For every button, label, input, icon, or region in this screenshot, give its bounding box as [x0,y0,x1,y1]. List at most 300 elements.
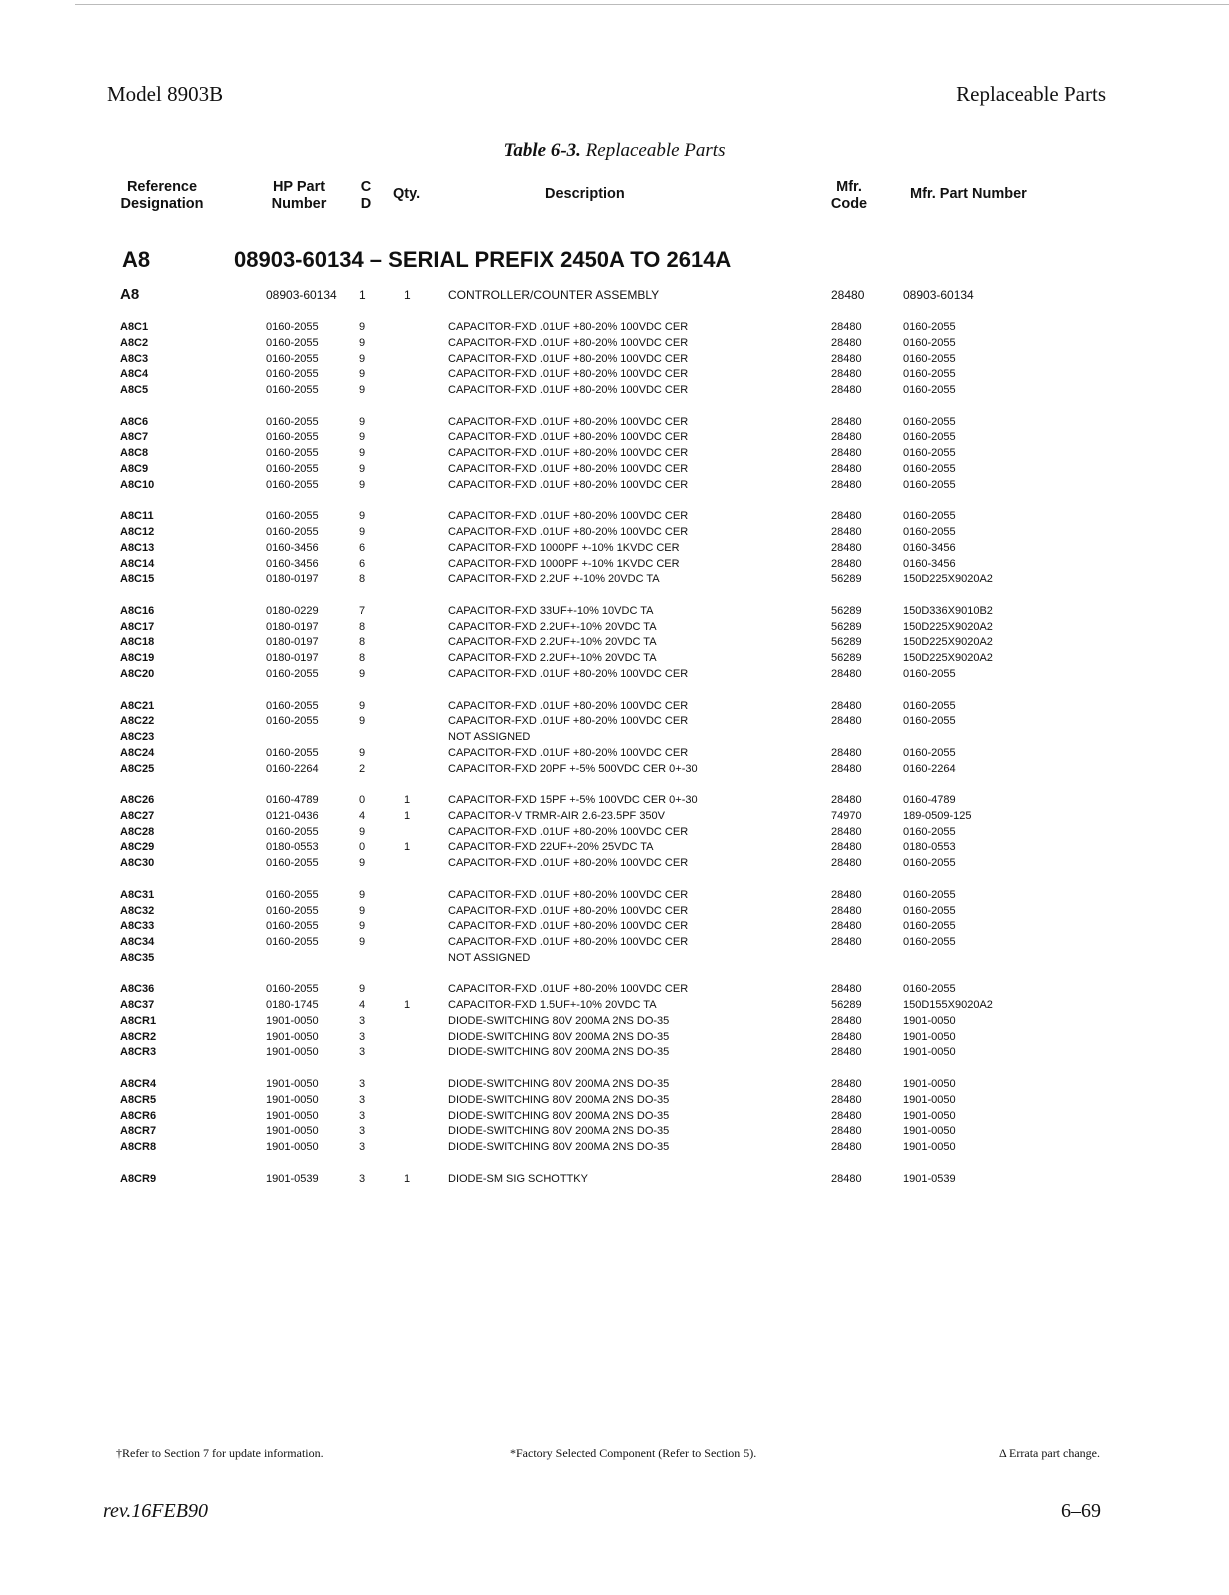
check-digit-cell: 9 [359,526,366,538]
hp-part-number-cell: 1901-0050 [266,1141,319,1153]
table-row [0,556,1229,572]
table-row [0,1108,1229,1124]
check-digit-cell: 6 [359,541,366,554]
table-row [0,366,1229,382]
mfr-part-number-cell: 150D155X9020A2 [903,999,993,1012]
quantity-cell: 1 [404,1172,411,1185]
check-digit-cell: 6 [359,557,366,570]
reference-designation-cell: A8C1 [120,321,149,333]
check-digit-cell: 9 [359,715,366,728]
mfr-part-number-cell: 0160-2055 [903,321,956,333]
mfr-code-cell: 28480 [831,841,862,854]
hp-part-number-cell: 08903-60134 [266,288,337,302]
column-header-reference-line1: Reference [126,179,198,195]
check-digit-cell: 9 [359,746,366,759]
mfr-code-cell: 56289 [831,652,862,665]
hp-part-number-cell: 0180-0197 [266,652,319,665]
quantity-cell: 1 [404,794,411,807]
reference-designation-cell: A8CR1 [120,1014,157,1027]
description-cell: CAPACITOR-FXD .01UF +80-20% 100VDC CER [448,667,689,680]
description-cell: CAPACITOR-FXD .01UF +80-20% 100VDC CER [448,904,689,917]
table-row [0,997,1229,1013]
table-row [0,824,1229,840]
mfr-part-number-cell: 150D225X9020A2 [903,573,993,586]
column-header-mfr-code-line1: Mfr. [836,179,862,195]
reference-designation-cell: A8CR4 [120,1078,157,1090]
reference-designation-cell: A8C37 [120,999,155,1012]
description-cell: NOT ASSIGNED [448,951,531,964]
reference-designation-cell: A8C16 [120,604,155,617]
table-row [0,1076,1229,1092]
description-cell: CAPACITOR-FXD 2.2UF+-10% 20VDC TA [448,652,657,665]
reference-designation-cell: A8C21 [120,699,155,712]
hp-part-number-cell: 0180-1745 [266,999,319,1012]
check-digit-cell: 9 [359,368,366,381]
description-cell: NOT ASSIGNED [448,731,531,743]
mfr-part-number-cell: 0160-2055 [903,368,956,381]
table-row [0,745,1229,761]
hp-part-number-cell: 0121-0436 [266,809,319,822]
table-title-number: Table 6-3. [503,140,581,161]
reference-designation-cell: A8 [120,286,140,303]
table-row [0,319,1229,335]
column-header-qty: Qty. [393,186,421,202]
check-digit-cell: 9 [359,904,366,917]
mfr-part-number-cell: 0160-2055 [903,384,956,397]
reference-designation-cell: A8C10 [120,478,155,491]
mfr-code-cell: 28480 [831,352,862,365]
mfr-part-number-cell: 0160-2055 [903,526,956,538]
hp-part-number-cell: 0160-2055 [266,746,319,759]
mfr-code-cell: 28480 [831,557,862,570]
reference-designation-cell: A8C19 [120,652,155,665]
hp-part-number-cell: 1901-0050 [266,1046,319,1059]
table-row [0,650,1229,666]
description-cell: CAPACITOR-FXD .01UF +80-20% 100VDC CER [448,983,689,996]
description-cell: CAPACITOR-FXD .01UF +80-20% 100VDC CER [448,825,689,838]
mfr-code-cell: 28480 [831,983,862,996]
quantity-cell: 1 [404,999,411,1012]
check-digit-cell: 9 [359,321,366,333]
quantity-cell: 1 [404,288,411,302]
reference-designation-cell: A8CR6 [120,1109,157,1122]
check-digit-cell: 9 [359,510,366,523]
mfr-part-number-cell: 0160-2264 [903,762,956,775]
reference-designation-cell: A8C2 [120,336,149,349]
hp-part-number-cell: 0160-2055 [266,857,319,870]
reference-designation-cell: A8CR5 [120,1093,157,1106]
mfr-code-cell: 28480 [831,1093,862,1106]
hp-part-number-cell: 1901-0050 [266,1093,319,1106]
check-digit-cell: 3 [359,1078,366,1090]
reference-designation-cell: A8CR3 [120,1046,157,1059]
reference-designation-cell: A8C35 [120,951,155,964]
mfr-part-number-cell: 1901-0050 [903,1093,956,1106]
mfr-part-number-cell: 0160-2055 [903,431,956,444]
mfr-part-number-cell: 150D225X9020A2 [903,652,993,665]
check-digit-cell: 3 [359,1030,366,1043]
check-digit-cell: 3 [359,1125,366,1138]
hp-part-number-cell: 0160-2055 [266,447,319,460]
table-row [0,382,1229,398]
table-title-text: Replaceable Parts [580,140,726,161]
mfr-code-cell: 28480 [831,1078,862,1090]
reference-designation-cell: A8C9 [120,462,149,475]
hp-part-number-cell: 1901-0050 [266,1109,319,1122]
hp-part-number-cell: 0160-2055 [266,983,319,996]
check-digit-cell: 8 [359,620,366,633]
mfr-code-cell: 28480 [831,1172,862,1185]
table-row [0,571,1229,587]
description-cell: CAPACITOR-FXD .01UF +80-20% 100VDC CER [448,715,689,728]
table-row [0,934,1229,950]
mfr-code-cell: 28480 [831,336,862,349]
reference-designation-cell: A8C36 [120,983,155,996]
check-digit-cell: 8 [359,573,366,586]
hp-part-number-cell: 0160-3456 [266,557,319,570]
mfr-part-number-cell: 0160-2055 [903,699,956,712]
mfr-part-number-cell: 0160-2055 [903,352,956,365]
table-row [0,666,1229,682]
mfr-code-cell: 28480 [831,699,862,712]
reference-designation-cell: A8C26 [120,794,155,807]
column-header-description: Description [545,186,625,202]
description-cell: CAPACITOR-FXD .01UF +80-20% 100VDC CER [448,920,689,933]
mfr-code-cell: 28480 [831,1141,862,1153]
mfr-code-cell: 28480 [831,857,862,870]
reference-designation-cell: A8C23 [120,731,155,743]
hp-part-number-cell: 0180-0197 [266,636,319,649]
hp-part-number-cell: 0160-2264 [266,762,319,775]
hp-part-number-cell: 0160-2055 [266,936,319,948]
description-cell: CAPACITOR-FXD .01UF +80-20% 100VDC CER [448,857,689,870]
hp-part-number-cell: 1901-0050 [266,1125,319,1138]
hp-part-number-cell: 0160-2055 [266,431,319,444]
quantity-cell: 1 [404,809,411,822]
mfr-code-cell: 28480 [831,794,862,807]
column-header-cd-line1: C [360,179,372,195]
description-cell: DIODE-SM SIG SCHOTTKY [448,1172,588,1185]
table-row [0,414,1229,430]
mfr-code-cell: 28480 [831,288,865,302]
description-cell: CAPACITOR-FXD 2.2UF+-10% 20VDC TA [448,636,657,649]
reference-designation-cell: A8C27 [120,809,155,822]
check-digit-cell: 9 [359,415,366,428]
hp-part-number-cell: 1901-0539 [266,1172,319,1185]
check-digit-cell: 4 [359,809,366,822]
column-header-hp-part-line1: HP Part [272,179,326,195]
reference-designation-cell: A8C29 [120,841,155,854]
mfr-part-number-cell: 0160-2055 [903,336,956,349]
mfr-code-cell: 28480 [831,321,862,333]
check-digit-cell: 9 [359,983,366,996]
mfr-code-cell: 28480 [831,920,862,933]
table-row [0,461,1229,477]
description-cell: DIODE-SWITCHING 80V 200MA 2NS DO-35 [448,1078,670,1090]
mfr-part-number-cell: 150D225X9020A2 [903,636,993,649]
mfr-part-number-cell: 0160-2055 [903,510,956,523]
description-cell: CAPACITOR-FXD 20PF +-5% 500VDC CER 0+-30 [448,762,698,775]
check-digit-cell: 9 [359,920,366,933]
hp-part-number-cell: 0160-2055 [266,920,319,933]
table-row [0,1171,1229,1187]
mfr-part-number-cell: 1901-0050 [903,1030,956,1043]
reference-designation-cell: A8C17 [120,620,155,633]
reference-designation-cell: A8C22 [120,715,155,728]
hp-part-number-cell: 0160-2055 [266,352,319,365]
mfr-code-cell: 28480 [831,368,862,381]
mfr-part-number-cell: 0160-2055 [903,667,956,680]
reference-designation-cell: A8CR9 [120,1172,157,1185]
description-cell: CAPACITOR-FXD .01UF +80-20% 100VDC CER [448,384,689,397]
reference-designation-cell: A8C4 [120,368,149,381]
table-row [0,634,1229,650]
table-row [0,887,1229,903]
table-row [0,619,1229,635]
mfr-part-number-cell: 0160-2055 [903,888,956,901]
mfr-part-number-cell: 1901-0539 [903,1172,956,1185]
check-digit-cell: 9 [359,431,366,444]
table-row [0,287,1229,303]
mfr-code-cell: 28480 [831,1125,862,1138]
check-digit-cell: 3 [359,1093,366,1106]
table-row [0,1044,1229,1060]
mfr-part-number-cell: 1901-0050 [903,1014,956,1027]
reference-designation-cell: A8C33 [120,920,155,933]
mfr-part-number-cell: 0160-2055 [903,857,956,870]
hp-part-number-cell: 0160-2055 [266,699,319,712]
column-header-reference-line2: Designation [120,196,204,212]
hp-part-number-cell: 0160-2055 [266,415,319,428]
page-number: 6–69 [1061,1500,1101,1522]
reference-designation-cell: A8C31 [120,888,155,901]
hp-part-number-cell: 1901-0050 [266,1014,319,1027]
description-cell: DIODE-SWITCHING 80V 200MA 2NS DO-35 [448,1141,670,1153]
description-cell: CAPACITOR-FXD .01UF +80-20% 100VDC CER [448,478,689,491]
footnote-update: †Refer to Section 7 for update information. [116,1446,324,1460]
column-header-mfr-part-number: Mfr. Part Number [910,186,1027,202]
table-row [0,839,1229,855]
mfr-part-number-cell: 0160-2055 [903,462,956,475]
check-digit-cell: 9 [359,857,366,870]
table-row [0,761,1229,777]
description-cell: CAPACITOR-FXD .01UF +80-20% 100VDC CER [448,321,689,333]
hp-part-number-cell: 0160-2055 [266,888,319,901]
table-row [0,445,1229,461]
hp-part-number-cell: 0160-4789 [266,794,319,807]
mfr-part-number-cell: 0160-2055 [903,936,956,948]
table-row [0,1029,1229,1045]
mfr-code-cell: 56289 [831,999,862,1012]
mfr-code-cell: 28480 [831,1046,862,1059]
table-row [0,1013,1229,1029]
description-cell: DIODE-SWITCHING 80V 200MA 2NS DO-35 [448,1046,670,1059]
description-cell: CAPACITOR-FXD .01UF +80-20% 100VDC CER [448,888,689,901]
reference-designation-cell: A8C13 [120,541,155,554]
mfr-part-number-cell: 150D225X9020A2 [903,620,993,633]
check-digit-cell: 9 [359,478,366,491]
section-description: 08903-60134 – SERIAL PREFIX 2450A TO 2614A [234,247,732,272]
reference-designation-cell: A8C34 [120,936,155,948]
mfr-code-cell: 28480 [831,526,862,538]
mfr-part-number-cell: 0160-2055 [903,478,956,491]
mfr-code-cell: 28480 [831,888,862,901]
check-digit-cell: 7 [359,604,366,617]
description-cell: CAPACITOR-FXD .01UF +80-20% 100VDC CER [448,746,689,759]
mfr-part-number-cell: 0160-2055 [903,415,956,428]
reference-designation-cell: A8C30 [120,857,155,870]
column-header-mfr-code-line2: Code [830,196,868,212]
check-digit-cell: 0 [359,794,366,807]
description-cell: CAPACITOR-FXD .01UF +80-20% 100VDC CER [448,510,689,523]
check-digit-cell: 3 [359,1014,366,1027]
mfr-code-cell: 28480 [831,415,862,428]
check-digit-cell: 3 [359,1172,366,1185]
mfr-code-cell: 28480 [831,1014,862,1027]
check-digit-cell: 9 [359,447,366,460]
table-row [0,1092,1229,1108]
description-cell: CAPACITOR-FXD .01UF +80-20% 100VDC CER [448,462,689,475]
footnote-errata: Δ Errata part change. [999,1446,1100,1460]
mfr-code-cell: 28480 [831,936,862,948]
mfr-part-number-cell: 1901-0050 [903,1125,956,1138]
hp-part-number-cell: 0160-2055 [266,526,319,538]
hp-part-number-cell: 0160-2055 [266,384,319,397]
reference-designation-cell: A8C12 [120,526,155,538]
table-row [0,713,1229,729]
reference-designation-cell: A8C28 [120,825,155,838]
table-row [0,335,1229,351]
mfr-part-number-cell: 0160-2055 [903,983,956,996]
description-cell: CAPACITOR-FXD .01UF +80-20% 100VDC CER [448,699,689,712]
table-row [0,981,1229,997]
mfr-code-cell: 28480 [831,715,862,728]
description-cell: CAPACITOR-FXD .01UF +80-20% 100VDC CER [448,526,689,538]
reference-designation-cell: A8C24 [120,746,155,759]
check-digit-cell: 9 [359,336,366,349]
hp-part-number-cell: 0160-2055 [266,336,319,349]
check-digit-cell: 3 [359,1141,366,1153]
reference-designation-cell: A8C20 [120,667,155,680]
mfr-part-number-cell: 0160-3456 [903,541,956,554]
table-row [0,1123,1229,1139]
mfr-part-number-cell: 1901-0050 [903,1046,956,1059]
mfr-code-cell: 28480 [831,462,862,475]
reference-designation-cell: A8C8 [120,447,149,460]
description-cell: CAPACITOR-FXD 2.2UF+-10% 20VDC TA [448,620,657,633]
table-row [0,855,1229,871]
check-digit-cell: 8 [359,636,366,649]
description-cell: CAPACITOR-FXD 15PF +-5% 100VDC CER 0+-30 [448,794,698,807]
table-row [0,808,1229,824]
reference-designation-cell: A8CR2 [120,1030,157,1043]
mfr-part-number-cell: 0160-2055 [903,920,956,933]
mfr-part-number-cell: 0160-2055 [903,447,956,460]
table-row [0,1139,1229,1155]
mfr-code-cell: 28480 [831,1109,862,1122]
description-cell: DIODE-SWITCHING 80V 200MA 2NS DO-35 [448,1030,670,1043]
check-digit-cell: 9 [359,936,366,948]
mfr-part-number-cell: 0160-2055 [903,825,956,838]
description-cell: DIODE-SWITCHING 80V 200MA 2NS DO-35 [448,1014,670,1027]
description-cell: CAPACITOR-FXD .01UF +80-20% 100VDC CER [448,936,689,948]
hp-part-number-cell: 0180-0229 [266,604,319,617]
mfr-part-number-cell: 1901-0050 [903,1109,956,1122]
table-row [0,950,1229,966]
mfr-code-cell: 28480 [831,447,862,460]
reference-designation-cell: A8CR7 [120,1125,157,1138]
reference-designation-cell: A8C32 [120,904,155,917]
description-cell: CAPACITOR-FXD .01UF +80-20% 100VDC CER [448,447,689,460]
check-digit-cell: 4 [359,999,366,1012]
mfr-code-cell: 28480 [831,384,862,397]
mfr-code-cell: 56289 [831,620,862,633]
mfr-code-cell: 56289 [831,604,862,617]
hp-part-number-cell: 0180-0197 [266,620,319,633]
check-digit-cell: 9 [359,384,366,397]
mfr-part-number-cell: 0160-2055 [903,904,956,917]
mfr-part-number-cell: 1901-0050 [903,1141,956,1153]
column-header-hp-part-line2: Number [271,196,327,212]
mfr-part-number-cell: 150D336X9010B2 [903,604,993,617]
check-digit-cell: 3 [359,1046,366,1059]
reference-designation-cell: A8C3 [120,352,149,365]
table-row [0,508,1229,524]
table-row [0,524,1229,540]
reference-designation-cell: A8C7 [120,431,149,444]
check-digit-cell: 9 [359,825,366,838]
hp-part-number-cell: 0180-0197 [266,573,319,586]
description-cell: DIODE-SWITCHING 80V 200MA 2NS DO-35 [448,1125,670,1138]
hp-part-number-cell: 0160-2055 [266,368,319,381]
check-digit-cell: 0 [359,841,366,854]
reference-designation-cell: A8C18 [120,636,155,649]
check-digit-cell: 9 [359,667,366,680]
mfr-code-cell: 56289 [831,636,862,649]
description-cell: CAPACITOR-FXD 22UF+-20% 25VDC TA [448,841,654,854]
mfr-part-number-cell: 0160-3456 [903,557,956,570]
header-section: Replaceable Parts [956,82,1106,106]
mfr-code-cell: 28480 [831,762,862,775]
table-row [0,918,1229,934]
mfr-code-cell: 28480 [831,746,862,759]
hp-part-number-cell: 0160-2055 [266,667,319,680]
description-cell: CAPACITOR-FXD .01UF +80-20% 100VDC CER [448,352,689,365]
table-row [0,540,1229,556]
mfr-part-number-cell: 0160-2055 [903,746,956,759]
description-cell: DIODE-SWITCHING 80V 200MA 2NS DO-35 [448,1109,670,1122]
table-row [0,477,1229,493]
hp-part-number-cell: 0160-2055 [266,321,319,333]
hp-part-number-cell: 0160-2055 [266,825,319,838]
description-cell: CAPACITOR-FXD 1000PF +-10% 1KVDC CER [448,557,680,570]
check-digit-cell: 2 [359,762,366,775]
reference-designation-cell: A8C25 [120,762,155,775]
hp-part-number-cell: 1901-0050 [266,1078,319,1090]
mfr-code-cell: 28480 [831,541,862,554]
description-cell: DIODE-SWITCHING 80V 200MA 2NS DO-35 [448,1093,670,1106]
column-header-cd-line2: D [360,196,372,212]
mfr-code-cell: 28480 [831,825,862,838]
reference-designation-cell: A8C15 [120,573,155,586]
reference-designation-cell: A8CR8 [120,1141,157,1153]
hp-part-number-cell: 0160-2055 [266,478,319,491]
description-cell: CAPACITOR-FXD 1000PF +-10% 1KVDC CER [448,541,680,554]
reference-designation-cell: A8C14 [120,557,155,570]
hp-part-number-cell: 0160-2055 [266,715,319,728]
mfr-part-number-cell: 0160-4789 [903,794,956,807]
table-row [0,351,1229,367]
